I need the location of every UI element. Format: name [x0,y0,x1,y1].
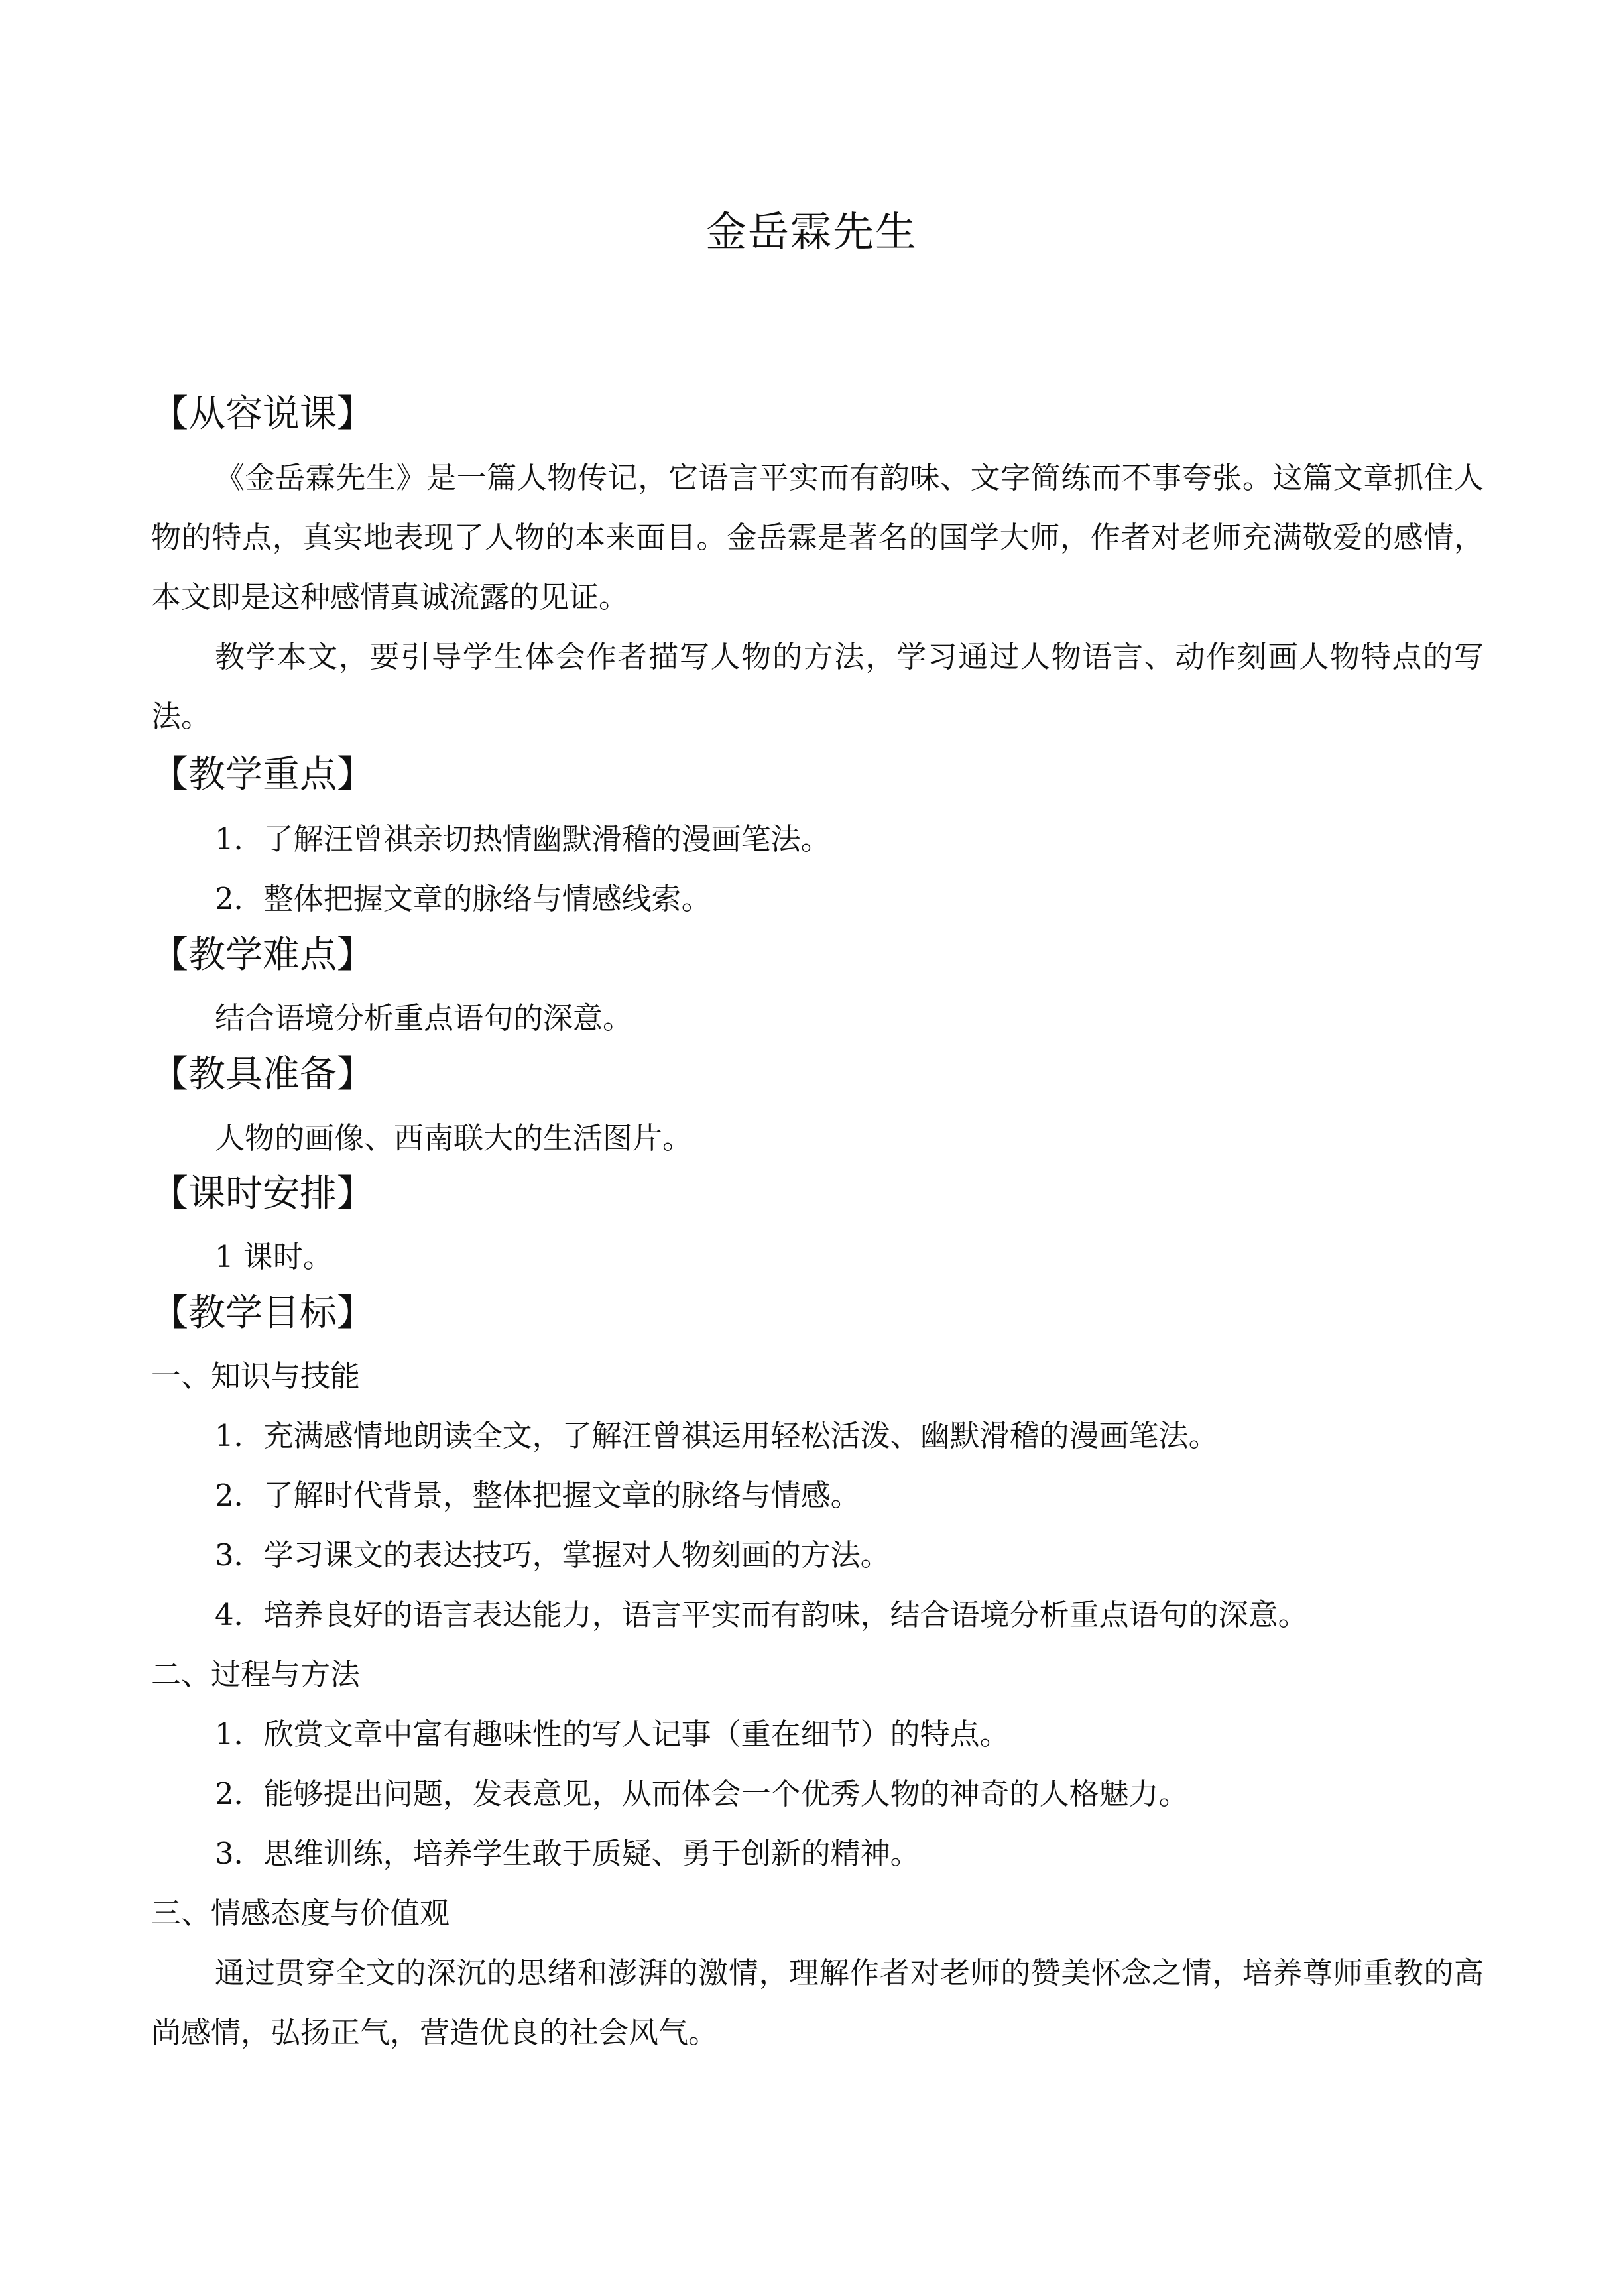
keshi-text: 1 课时。 [215,1239,333,1274]
heading-nandian: 【教学难点】 [151,934,374,977]
heading-congrong: 【从容说课】 [151,393,374,436]
mubiao-qinggan-label: 三、情感态度与价值观 [151,1896,450,1931]
paragraph-congrong-2: 教学本文，要引导学生体会作者描写人物的方法，学习通过人物语言、动作刻画人物特点的写法。 [151,639,1484,734]
qinggan-text: 通过贯穿全文的深沉的思绪和澎湃的激情，理解作者对老师的赞美怀念之情，培养尊师重教的高尚感情，弘扬正气，营造优良的社会风气。 [151,1955,1484,2050]
zhishi-item-3: 3．学习课文的表达技巧，掌握对人物刻画的方法。 [215,1538,890,1573]
heading-zhongdian: 【教学重点】 [151,753,374,796]
page-title: 金岳霖先生 [705,208,918,256]
guocheng-item-1: 1．欣赏文章中富有趣味性的写人记事（重在细节）的特点。 [215,1717,1010,1752]
heading-keshi: 【课时安排】 [151,1172,374,1215]
zhishi-item-1: 1．充满感情地朗读全文，了解汪曾祺运用轻松活泼、幽默滑稽的漫画笔法。 [215,1418,1219,1453]
mubiao-zhishi-label: 一、知识与技能 [151,1359,361,1394]
jiaoju-text: 人物的画像、西南联大的生活图片。 [215,1120,693,1156]
zhongdian-item-2: 2．整体把握文章的脉络与情感线索。 [215,881,711,916]
heading-jiaoju: 【教具准备】 [151,1053,374,1096]
zhishi-item-2: 2．了解时代背景，整体把握文章的脉络与情感。 [215,1478,861,1513]
mubiao-guocheng-label: 二、过程与方法 [151,1657,361,1692]
zhishi-item-4: 4．培养良好的语言表达能力，语言平实而有韵味，结合语境分析重点语句的深意。 [215,1597,1308,1632]
guocheng-item-3: 3．思维训练，培养学生敢于质疑、勇于创新的精神。 [215,1836,920,1871]
heading-mubiao: 【教学目标】 [151,1292,374,1335]
nandian-text: 结合语境分析重点语句的深意。 [215,1000,633,1036]
zhongdian-item-1: 1．了解汪曾祺亲切热情幽默滑稽的漫画笔法。 [215,821,831,857]
paragraph-congrong-1: 《金岳霖先生》是一篇人物传记，它语言平实而有韵味、文字简练而不事夸张。这篇文章抓住人物的特点，真实地表现了人物的本来面目。金岳霖是著名的国学大师，作者对老师充满敬爱的感情，本文即是这种感情真诚流露的见证。 [151,460,1484,615]
guocheng-item-2: 2．能够提出问题，发表意见，从而体会一个优秀人物的神奇的人格魅力。 [215,1776,1189,1811]
